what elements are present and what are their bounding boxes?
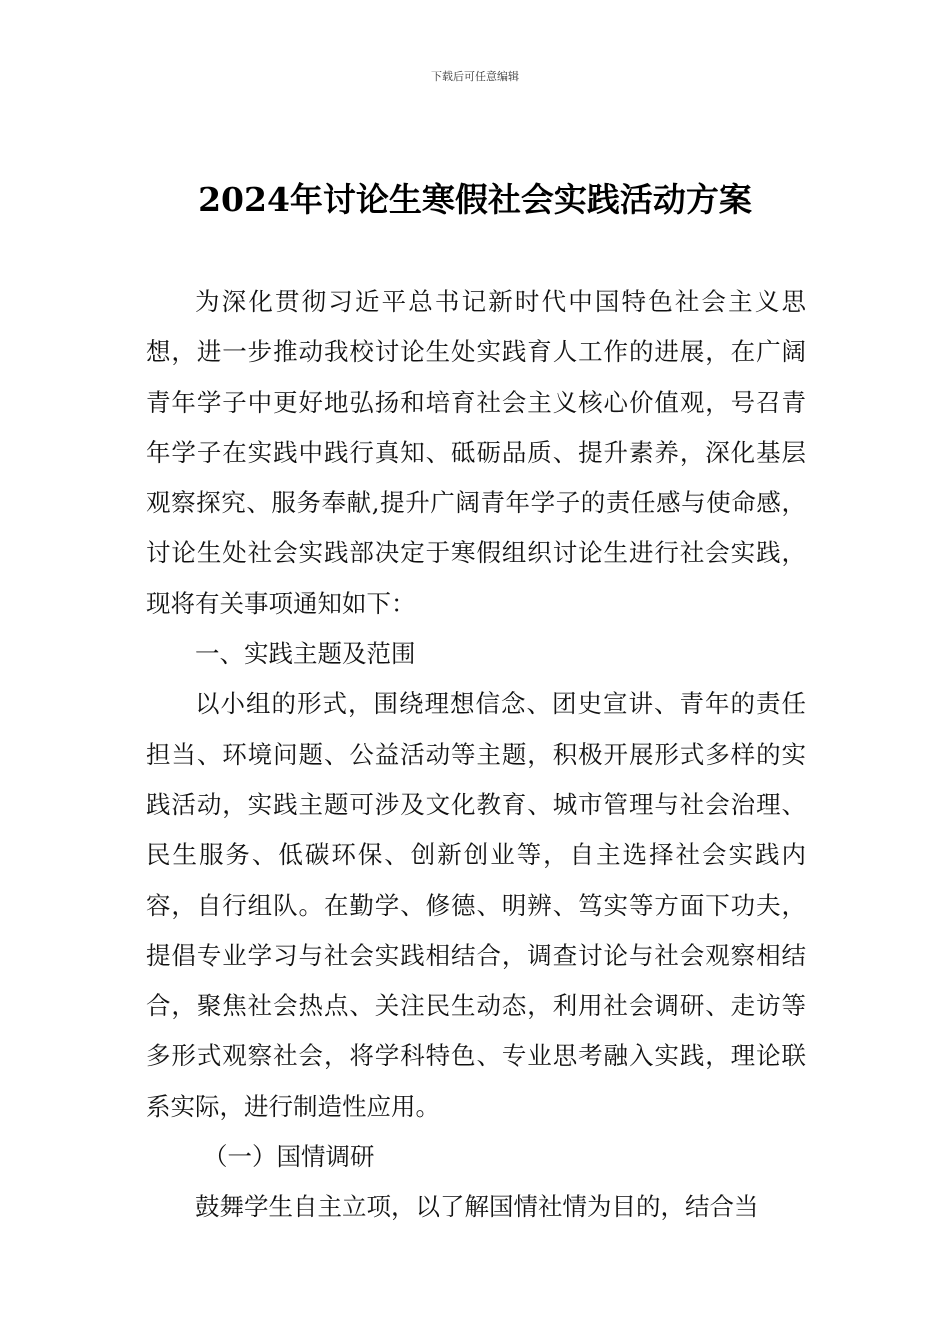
section-heading-1: 一、实践主题及范围 [195, 639, 416, 669]
header-note: 下载后可任意编辑 [431, 70, 519, 83]
document-body [146, 277, 806, 1233]
subsection-1-paragraph: 鼓舞学生自主立项，以了解国情社情为目的，结合当 [195, 1192, 759, 1222]
intro-paragraph: 为深化贯彻习近平总书记新时代中国特色社会主义思想，进一步推动我校讨论生处实践育人工作的进展，在广阔青年学子中更好地弘扬和培育社会主义核心价值观，号召青年学子在实践中践行真知、砥砺品质、提升素养，深化基层观察探究、服务奉献,提升广阔青年学子的责任感与使命感，讨论生处社会实践部决定于寒假组织讨论生进行社会实践，现将有关事项通知如下： [146, 287, 806, 618]
document-title: 2024年讨论生寒假社会实践活动方案 [198, 180, 752, 219]
section-1-paragraph: 以小组的形式，围绕理想信念、团史宣讲、青年的责任担当、环境问题、公益活动等主题，积极开展形式多样的实践活动，实践主题可涉及文化教育、城市管理与社会治理、民生服务、低碳环保、创新创业等，自主选择社会实践内容，自行组队。在勤学、修德、明辨、笃实等方面下功夫，提倡专业学习与社会实践相结合，调查讨论与社会观察相结合，聚焦社会热点、关注民生动态，利用社会调研、走访等多形式观察社会，将学科特色、专业思考融入实践，理论联系实际，进行制造性应用。 [146, 689, 806, 1121]
subsection-heading-1: （一）国情调研 [203, 1142, 375, 1172]
